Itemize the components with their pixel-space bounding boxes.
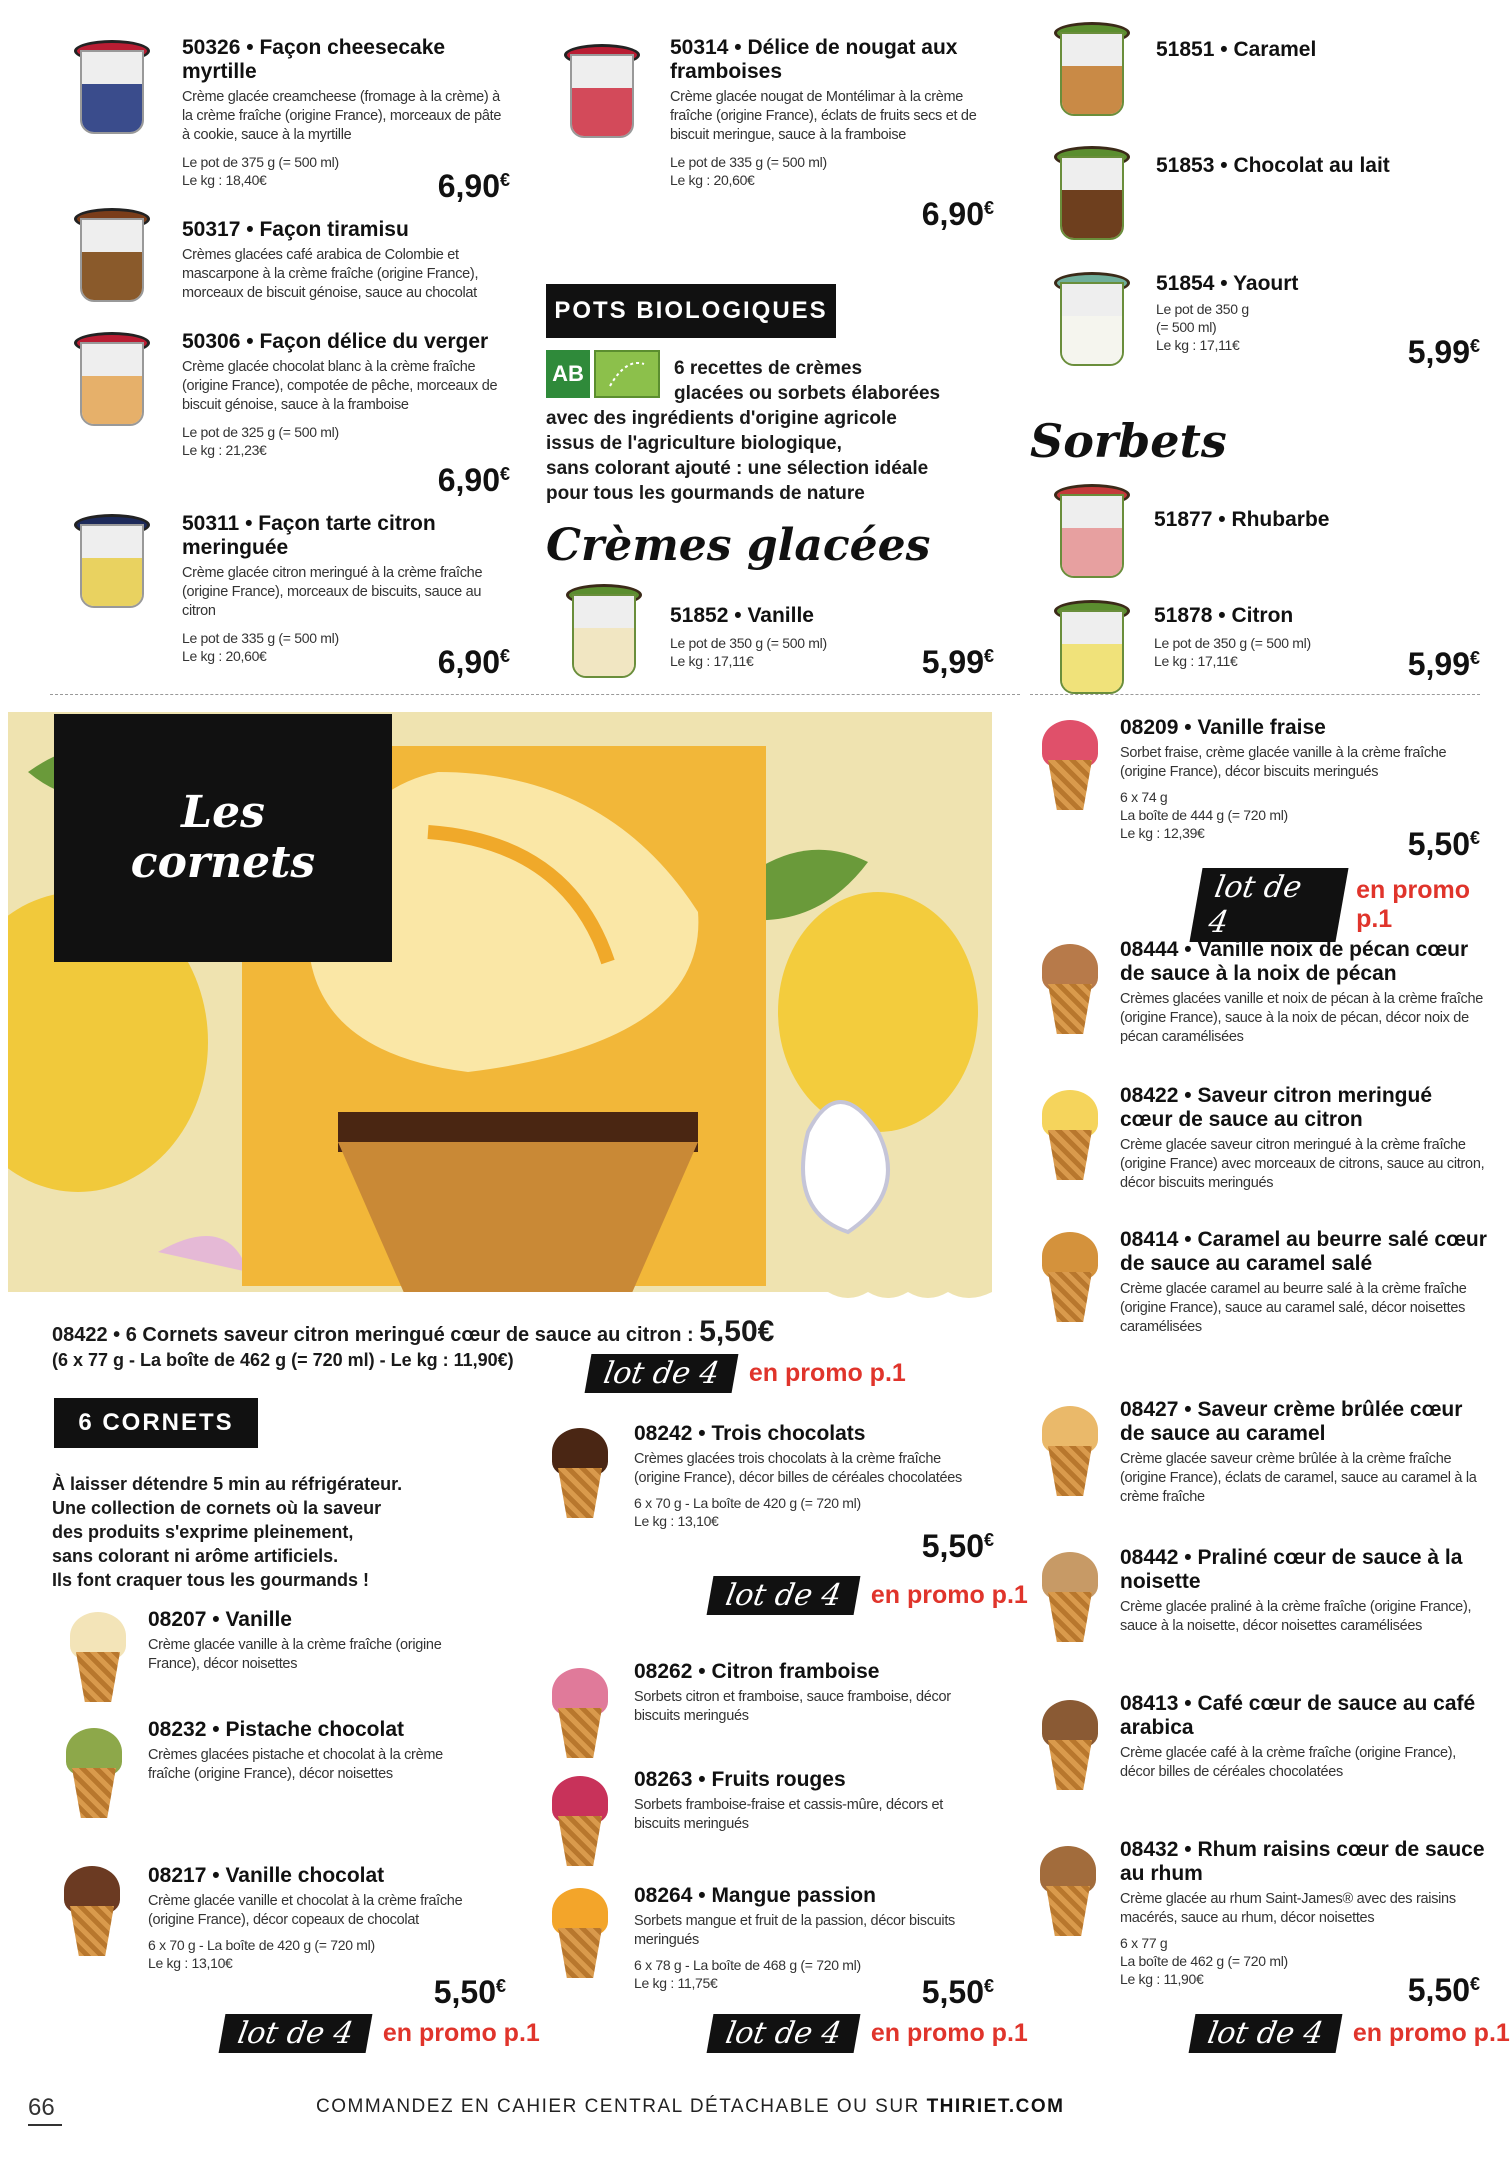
product-description: Crèmes glacées trois chocolats à la crème fraîche (origine France), décor billes de céréales chocolatées [634,1451,962,1486]
product-08217 [148,1864,468,1972]
product-price: 6,90€ [437,462,510,498]
featured-title: 08422 • 6 Cornets saveur citron meringué cœur de sauce au citron : [52,1324,694,1346]
product-description: Sorbets framboise-fraise et cassis-mûre, décors et biscuits meringués [634,1797,943,1832]
product-description: Crèmes glacées pistache et chocolat à la crème fraîche (origine France), décor noisettes [148,1747,443,1782]
product-50311 [182,512,512,665]
product-title: 08209 • Vanille fraise [1120,716,1326,739]
product-price: 5,99€ [1407,334,1480,370]
product-title: 08427 • Saveur crème brûlée cœur de sauce au caramel [1120,1398,1463,1445]
product-title: 50317 • Façon tiramisu [182,218,409,241]
cone-image [1036,1846,1100,1938]
product-kg-price: Le kg : 17,11€ [1156,337,1240,353]
cremes-glacees-title: Crèmes glacées [546,520,931,571]
product-price: 5,50€ [921,1974,994,2010]
cone-image [1038,1090,1102,1182]
product-pack: 6 x 77 g [1120,1935,1168,1951]
product-51877: 51877 • Rhubarbe [1154,508,1330,531]
product-price: 5,99€ [921,644,994,680]
product-description: Crème glacée café à la crème fraîche (origine France), décor billes de céréales chocolatées [1120,1745,1456,1780]
product-description: Crème glacée saveur citron meringué à la crème fraîche (origine France) avec morceaux de citrons, sauce au citron, décor biscuits meringués [1120,1137,1485,1191]
product-title: 50306 • Façon délice du verger [182,330,489,353]
product-08422 [1120,1084,1490,1193]
product-weight: Le pot de 350 g (= 500 ml) [1154,635,1311,651]
cone-image [62,1728,126,1820]
cornets-banner [8,712,992,1308]
product-kg-price: Le kg : 17,11€ [670,653,754,669]
product-price: 6,90€ [921,196,994,232]
page-number: 66 [28,2094,55,2121]
product-title: 08264 • Mangue passion [634,1884,876,1907]
product-title: 08422 • Saveur citron meringué cœur de sauce au citron [1120,1084,1433,1131]
product-08442 [1120,1546,1490,1636]
product-51851: 51851 • Caramel [1156,38,1317,61]
product-weight: Le pot de 335 g (= 500 ml) [670,154,827,170]
bio-intro: 6 recettes de crèmes glacées ou sorbets élaborées avec des ingrédients d'origine agricole issus de l'agriculture biologique, sans colorant ajouté : une sélection idéale pour tous les gourmands de nature [546,358,941,504]
product-description: Crème glacée saveur crème brûlée à la crème fraîche (origine France), éclats de caramel, sauce au caramel à la crème fraîche [1120,1451,1477,1505]
product-tub-image [1054,146,1130,242]
product-title: 08217 • Vanille chocolat [148,1864,385,1887]
product-title: 51854 • Yaourt [1156,272,1299,295]
product-price: 5,99€ [1407,646,1480,682]
product-tub-image [74,514,150,610]
product-description: Crème glacée caramel au beurre salé à la crème fraîche (origine France), sauce au caramel salé, décor noisettes caramélisées [1120,1281,1467,1335]
cone-image [66,1612,130,1704]
ab-logo-icon: AB [546,350,590,398]
product-08207 [148,1608,468,1674]
product-weight: Le pot de 325 g (= 500 ml) [182,424,339,440]
product-weight: Le pot de 335 g (= 500 ml) [182,630,339,646]
product-description: Crème glacée citron meringué à la crème fraîche (origine France), morceaux de biscuits, sauce au citron [182,565,483,619]
thiriet-link[interactable]: THIRIET.COM [926,2096,1065,2117]
cone-image [1038,1406,1102,1498]
product-title: 08413 • Café cœur de sauce au café arabica [1120,1692,1476,1739]
lot-de-4-badge[interactable]: lot de 4 en promo p.1 [588,1354,906,1393]
cone-image [548,1668,612,1760]
product-description: Crèmes glacées vanille et noix de pécan à la crème fraîche (origine France), sauce à la noix de pécan, décor noix de pécan caramélisées [1120,991,1484,1045]
product-title: 50326 • Façon cheesecake myrtille [182,36,446,83]
product-kg-price: Le kg : 18,40€ [182,172,267,188]
product-title: 50314 • Délice de nougat aux framboises [670,36,958,83]
cornets-title-box [54,714,392,962]
product-kg-price: Le kg : 21,23€ [182,442,267,458]
product-weight: Le pot de 350 g (= 500 ml) [670,635,827,651]
product-description: Crème glacée vanille à la crème fraîche (origine France), décor noisettes [148,1637,442,1672]
product-50317 [182,218,512,303]
product-kg-price: Le kg : 17,11€ [1154,653,1238,669]
product-weight: 6 x 78 g - La boîte de 468 g (= 720 ml) [634,1957,861,1973]
product-title: 08232 • Pistache chocolat [148,1718,404,1741]
cornets-title-line1: Les [181,787,265,838]
product-description: Sorbet fraise, crème glacée vanille à la crème fraîche (origine France), décor biscuits meringués [1120,745,1447,780]
product-description: Sorbets mangue et fruit de la passion, décor biscuits meringués [634,1913,956,1948]
product-08427 [1120,1398,1490,1507]
six-cornets-intro: À laisser détendre 5 min au réfrigérateur. Une collection de cornets où la saveur des produits s'exprime pleinement, sans colorant ni arôme artificiels. Ils font craquer tous les gourmands ! [52,1474,403,1590]
product-title: 08263 • Fruits rouges [634,1768,846,1791]
lot-de-4-badge[interactable]: lot de 4 en promo p.1 [710,2014,1028,2053]
product-50314 [670,36,980,189]
product-title: 08414 • Caramel au beurre salé cœur de sauce au caramel salé [1120,1228,1487,1275]
product-kg-price: Le kg : 20,60€ [182,648,267,664]
product-title: 51852 • Vanille [670,604,814,627]
product-title: 08262 • Citron framboise [634,1660,880,1683]
product-weight: La boîte de 444 g (= 720 ml) [1120,807,1288,823]
product-weight: Le pot de 350 g [1156,301,1249,317]
product-description: Crème glacée vanille et chocolat à la crème fraîche (origine France), décor copeaux de chocolat [148,1893,463,1928]
product-description: Sorbets citron et framboise, sauce framboise, décor biscuits meringués [634,1689,951,1724]
product-kg-price: Le kg : 13,10€ [148,1955,233,1971]
sorbets-title: Sorbets [1030,414,1227,468]
product-description: Crèmes glacées café arabica de Colombie et mascarpone à la crème fraîche (origine France), morceaux de biscuit génoise, sauce au chocolat [182,247,479,301]
product-price: 6,90€ [437,168,510,204]
product-title: 08207 • Vanille [148,1608,292,1631]
product-51854 [1156,272,1356,354]
product-50326 [182,36,512,189]
page-number-rule [28,2124,62,2126]
cone-image [1038,720,1102,812]
product-08262 [634,1660,964,1726]
product-08209 [1120,716,1480,842]
product-volume: (= 500 ml) [1156,319,1217,335]
divider [1030,694,1480,695]
cone-image [1038,1552,1102,1644]
product-price: 5,50€ [433,1974,506,2010]
product-08242 [634,1422,964,1530]
product-price: 5,50€ [921,1528,994,1564]
section-header-6-cornets: 6 CORNETS [54,1398,258,1448]
product-price: 5,50€ [1407,826,1480,862]
product-tub-image [566,584,642,680]
product-weight: Le pot de 375 g (= 500 ml) [182,154,339,170]
product-description: Crème glacée chocolat blanc à la crème fraîche (origine France), compotée de pêche, morceaux de biscuit génoise, sauce à la framboise [182,359,498,413]
product-tub-image [1054,600,1130,696]
product-description: Crème glacée creamcheese (fromage à la crème) à la crème fraîche (origine France), morceaux de pâte à cookie, sauce à la myrtille [182,89,502,143]
cone-image [548,1428,612,1520]
product-tub-image [74,332,150,428]
product-kg-price: Le kg : 11,75€ [634,1975,718,1991]
product-tub-image [74,40,150,136]
product-pack: 6 x 74 g [1120,789,1168,805]
product-weight: La boîte de 462 g (= 720 ml) [1120,1953,1288,1969]
product-title: 08242 • Trois chocolats [634,1422,866,1445]
product-51853: 51853 • Chocolat au lait [1156,154,1390,177]
product-title: 50311 • Façon tarte citron meringuée [182,512,436,559]
footer-order-text: COMMANDEZ EN CAHIER CENTRAL DÉTACHABLE OU SUR THIRIET.COM [316,2096,1065,2117]
divider [50,694,1020,695]
product-price: 6,90€ [437,644,510,680]
product-description: Crème glacée praliné à la crème fraîche (origine France), sauce à la noisette, décor noisettes caramélisées [1120,1599,1472,1634]
product-title: 08442 • Praliné cœur de sauce à la noisette [1120,1546,1463,1593]
lot-de-4-badge[interactable]: lot de 4 en promo p.1 [1192,2014,1510,2053]
cone-image [1038,944,1102,1036]
product-description: Crème glacée nougat de Montélimar à la crème fraîche (origine France), éclats de fruits secs et de biscuit meringue, sauce à la framboise [670,89,977,143]
product-price: 5,50€ [1407,1972,1480,2008]
featured-details: (6 x 77 g - La boîte de 462 g (= 720 ml) - Le kg : 11,90€) [52,1350,514,1370]
product-08432 [1120,1838,1490,1988]
cone-image [60,1866,124,1958]
section-header-bio: POTS BIOLOGIQUES [546,284,836,338]
product-08444 [1120,938,1490,1047]
product-kg-price: Le kg : 20,60€ [670,172,755,188]
product-50306 [182,330,512,459]
cone-image [1038,1700,1102,1792]
product-title: 08444 • Vanille noix de pécan cœur de sauce à la noix de pécan [1120,938,1469,985]
product-kg-price: Le kg : 13,10€ [634,1513,719,1529]
cone-image [548,1888,612,1980]
product-weight: 6 x 70 g - La boîte de 420 g (= 720 ml) [148,1937,375,1953]
cone-image [1038,1232,1102,1324]
featured-price: 5,50€ [699,1315,775,1348]
lot-de-4-badge[interactable]: lot de 4 en promo p.1 [1196,868,1512,942]
product-kg-price: Le kg : 12,39€ [1120,825,1205,841]
cornets-title-line2: cornets [130,837,316,888]
lot-de-4-badge[interactable]: lot de 4 en promo p.1 [710,1576,1028,1615]
product-description: Crème glacée au rhum Saint-James® avec des raisins macérés, sauce au rhum, décor noisettes [1120,1891,1456,1926]
product-tub-image [74,208,150,304]
product-tub-image [1054,484,1130,580]
product-tub-image [1054,22,1130,118]
product-08263 [634,1768,964,1834]
product-08232 [148,1718,488,1784]
product-weight: 6 x 70 g - La boîte de 420 g (= 720 ml) [634,1495,861,1511]
product-title: 51878 • Citron [1154,604,1294,627]
lot-de-4-badge[interactable]: lot de 4 en promo p.1 [222,2014,540,2053]
cone-image [548,1776,612,1868]
product-title: 08432 • Rhum raisins cœur de sauce au rhum [1120,1838,1485,1885]
product-tub-image [1054,272,1130,368]
product-08413 [1120,1692,1490,1782]
product-kg-price: Le kg : 11,90€ [1120,1971,1204,1987]
product-08414 [1120,1228,1490,1337]
product-tub-image [564,44,640,140]
